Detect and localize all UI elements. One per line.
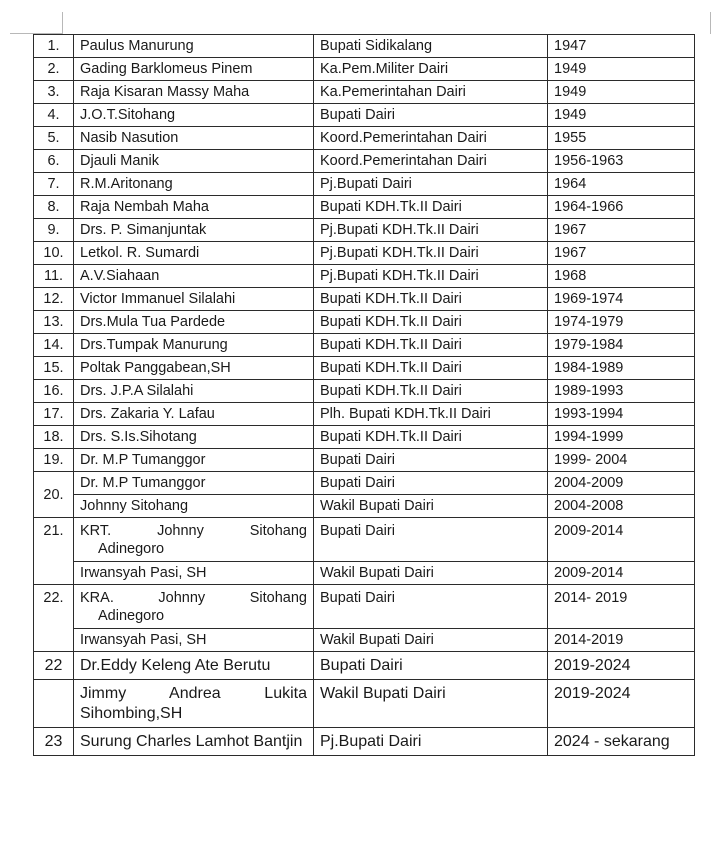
table-row (34, 585, 695, 629)
official-name: Nasib Nasution (74, 127, 314, 150)
official-name-line-1: KRT. Johnny Sitohang (80, 523, 307, 539)
position-title: Ka.Pemerintahan Dairi (314, 81, 548, 104)
crop-mark-vertical-right (710, 12, 711, 34)
crop-mark-vertical-left (62, 12, 63, 34)
term-period: 1989-1993 (548, 380, 695, 403)
position-title: Wakil Bupati Dairi (314, 629, 548, 652)
table-row (34, 562, 695, 585)
table-row (34, 380, 695, 403)
official-name: Drs. P. Simanjuntak (74, 219, 314, 242)
position-title: Bupati KDH.Tk.II Dairi (314, 196, 548, 219)
official-name: Irwansyah Pasi, SH (74, 562, 314, 585)
regents-table-body (34, 35, 695, 756)
row-number: 1. (34, 35, 74, 58)
row-number: 9. (34, 219, 74, 242)
position-title: Pj.Bupati KDH.Tk.II Dairi (314, 242, 548, 265)
position-title: Bupati KDH.Tk.II Dairi (314, 380, 548, 403)
term-period: 2014-2019 (548, 629, 695, 652)
term-period: 2019-2024 (548, 652, 695, 680)
row-number: 22. (34, 585, 74, 652)
term-period: 1955 (548, 127, 695, 150)
official-name: Irwansyah Pasi, SH (74, 629, 314, 652)
row-number: 21. (34, 518, 74, 585)
row-number: 11. (34, 265, 74, 288)
term-period: 1994-1999 (548, 426, 695, 449)
term-period: 1984-1989 (548, 357, 695, 380)
table-row (34, 196, 695, 219)
table-row (34, 629, 695, 652)
position-title: Bupati Dairi (314, 449, 548, 472)
position-title: Wakil Bupati Dairi (314, 562, 548, 585)
official-name: Drs.Tumpak Manurung (74, 334, 314, 357)
table-row (34, 288, 695, 311)
term-period: 1968 (548, 265, 695, 288)
row-number: 23 (34, 728, 74, 756)
official-name: Raja Kisaran Massy Maha (74, 81, 314, 104)
table-row (34, 728, 695, 756)
position-title: Plh. Bupati KDH.Tk.II Dairi (314, 403, 548, 426)
official-name: Dr. M.P Tumanggor (74, 472, 314, 495)
table-row (34, 104, 695, 127)
table-row (34, 81, 695, 104)
official-name: J.O.T.Sitohang (74, 104, 314, 127)
position-title: Bupati KDH.Tk.II Dairi (314, 357, 548, 380)
official-name: A.V.Siahaan (74, 265, 314, 288)
row-number: 6. (34, 150, 74, 173)
term-period: 2009-2014 (548, 518, 695, 562)
position-title: Pj.Bupati KDH.Tk.II Dairi (314, 219, 548, 242)
row-number: 8. (34, 196, 74, 219)
position-title: Pj.Bupati KDH.Tk.II Dairi (314, 265, 548, 288)
official-name-line-1: KRA. Johnny Sitohang (80, 590, 307, 606)
position-title: Pj.Bupati Dairi (314, 728, 548, 756)
term-period: 1964-1966 (548, 196, 695, 219)
term-period: 1964 (548, 173, 695, 196)
table-row (34, 495, 695, 518)
row-number: 19. (34, 449, 74, 472)
row-number: 7. (34, 173, 74, 196)
position-title: Bupati Dairi (314, 585, 548, 629)
row-number: 12. (34, 288, 74, 311)
row-number: 14. (34, 334, 74, 357)
table-row (34, 403, 695, 426)
position-title: Bupati Dairi (314, 652, 548, 680)
row-number: 5. (34, 127, 74, 150)
term-period: 1947 (548, 35, 695, 58)
position-title: Bupati Dairi (314, 518, 548, 562)
table-row (34, 265, 695, 288)
term-period: 1949 (548, 58, 695, 81)
official-name: Drs.Mula Tua Pardede (74, 311, 314, 334)
official-name-text: Jimmy Andrea Lukita Sihombing,SH (80, 685, 307, 722)
position-title: Bupati Dairi (314, 472, 548, 495)
official-name: Dr. M.P Tumanggor (74, 449, 314, 472)
term-period: 1999- 2004 (548, 449, 695, 472)
position-title: Bupati KDH.Tk.II Dairi (314, 311, 548, 334)
term-period: 2019-2024 (548, 680, 695, 728)
term-period: 1969-1974 (548, 288, 695, 311)
official-name-line-2: Adinegoro (98, 608, 165, 624)
term-period: 2014- 2019 (548, 585, 695, 629)
official-name-line-2: Adinegoro (98, 541, 165, 557)
table-row (34, 449, 695, 472)
position-title: Koord.Pemerintahan Dairi (314, 150, 548, 173)
position-title: Wakil Bupati Dairi (314, 680, 548, 728)
row-number: 17. (34, 403, 74, 426)
table-row (34, 518, 695, 562)
position-title: Bupati KDH.Tk.II Dairi (314, 426, 548, 449)
table-row (34, 150, 695, 173)
term-period: 1956-1963 (548, 150, 695, 173)
official-name (74, 518, 314, 562)
official-name: Paulus Manurung (74, 35, 314, 58)
official-name (74, 585, 314, 629)
official-name: R.M.Aritonang (74, 173, 314, 196)
term-period: 1974-1979 (548, 311, 695, 334)
table-row (34, 652, 695, 680)
term-period: 1949 (548, 104, 695, 127)
official-name: Letkol. R. Sumardi (74, 242, 314, 265)
official-name: Djauli Manik (74, 150, 314, 173)
position-title: Bupati Sidikalang (314, 35, 548, 58)
official-name: Raja Nembah Maha (74, 196, 314, 219)
table-row (34, 472, 695, 495)
table-row (34, 680, 695, 728)
term-period: 1967 (548, 219, 695, 242)
official-name: Drs. S.Is.Sihotang (74, 426, 314, 449)
term-period: 2024 - sekarang (548, 728, 695, 756)
row-number: 13. (34, 311, 74, 334)
term-period: 1967 (548, 242, 695, 265)
row-number: 16. (34, 380, 74, 403)
row-number: 20. (34, 472, 74, 518)
table-row (34, 58, 695, 81)
row-number: 22 (34, 652, 74, 680)
term-period: 2009-2014 (548, 562, 695, 585)
position-title: Wakil Bupati Dairi (314, 495, 548, 518)
official-name: Poltak Panggabean,SH (74, 357, 314, 380)
regents-table (33, 34, 695, 756)
position-title: Ka.Pem.Militer Dairi (314, 58, 548, 81)
official-name-text: Surung Charles Lamhot Bantjin (80, 733, 303, 750)
row-number: 2. (34, 58, 74, 81)
row-number: 4. (34, 104, 74, 127)
official-name: Drs. Zakaria Y. Lafau (74, 403, 314, 426)
official-name: Gading Barklomeus Pinem (74, 58, 314, 81)
row-number-empty (34, 680, 74, 728)
term-period: 1949 (548, 81, 695, 104)
table-row (34, 426, 695, 449)
table-row (34, 35, 695, 58)
table-row (34, 334, 695, 357)
position-title: Bupati KDH.Tk.II Dairi (314, 288, 548, 311)
position-title: Bupati Dairi (314, 104, 548, 127)
row-number: 3. (34, 81, 74, 104)
official-name: Johnny Sitohang (74, 495, 314, 518)
table-row (34, 357, 695, 380)
row-number: 10. (34, 242, 74, 265)
table-row (34, 311, 695, 334)
official-name (74, 728, 314, 756)
table-row (34, 127, 695, 150)
table-row (34, 242, 695, 265)
official-name: Drs. J.P.A Silalahi (74, 380, 314, 403)
term-period: 1979-1984 (548, 334, 695, 357)
official-name (74, 680, 314, 728)
table-row (34, 173, 695, 196)
term-period: 2004-2009 (548, 472, 695, 495)
table-row (34, 219, 695, 242)
official-name: Dr.Eddy Keleng Ate Berutu (74, 652, 314, 680)
term-period: 1993-1994 (548, 403, 695, 426)
row-number: 18. (34, 426, 74, 449)
official-name: Victor Immanuel Silalahi (74, 288, 314, 311)
row-number: 15. (34, 357, 74, 380)
term-period: 2004-2008 (548, 495, 695, 518)
position-title: Bupati KDH.Tk.II Dairi (314, 334, 548, 357)
position-title: Koord.Pemerintahan Dairi (314, 127, 548, 150)
position-title: Pj.Bupati Dairi (314, 173, 548, 196)
